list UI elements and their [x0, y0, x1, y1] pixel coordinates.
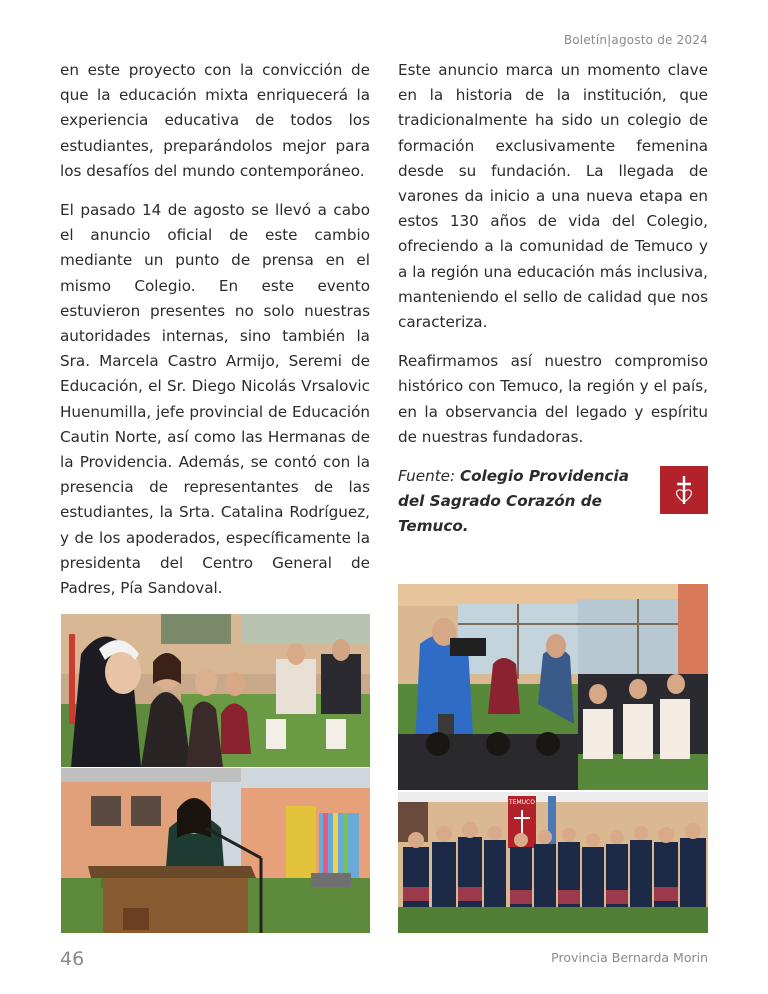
- banner-text: TEMUCO: [509, 799, 535, 806]
- cross-heart-icon: [669, 472, 699, 508]
- photo-seated-guests: [61, 614, 370, 767]
- source-block: [398, 464, 708, 540]
- paragraph: en este proyecto con la convicción de que la educación mixta enriquecerá la experiencia educativa de todos los estudiantes, preparándolos mejor para los desafíos del mundo contemporáneo.: [60, 61, 370, 180]
- photo-press-event: [398, 584, 708, 790]
- publication-name: Provincia Bernarda Morin: [551, 950, 708, 965]
- left-text-column: [60, 58, 370, 615]
- source-name: Colegio Providencia del Sagrado Corazón de Temuco.: [398, 467, 629, 536]
- page-number: 46: [60, 948, 85, 970]
- photo-student-speech: [61, 768, 370, 933]
- source-credit: [398, 464, 640, 540]
- paragraph: El pasado 14 de agosto se llevó a cabo el anuncio oficial de este cambio mediante un punto de prensa en el mismo Colegio. En este evento estuvieron presentes no solo nuestras autoridades internas, sino también la Sra. Marcela Castro Armijo, Seremi de Educación, el Sr. Diego Nicolás Vrsalovic Huenumilla, jefe provincial de Educación Cautin Norte, así como las Hermanas de la Providencia. Además, se contó con la presencia de representantes de las estudiantes, la Srta. Catalina Rodríguez, y de los apoderados, específicamente la presidenta del Centro General de Padres, Pía Sandoval.: [60, 201, 370, 598]
- right-text-column: [398, 58, 708, 554]
- paragraph: Reafirmamos así nuestro compromiso histórico con Temuco, la región y el país, en la observancia del legado y espíritu de nuestras fundadoras.: [398, 352, 708, 446]
- paragraph: Este anuncio marca un momento clave en la historia de la institución, que tradicionalmente ha sido un colegio de formación exclusivamente femenina desde su fundación. La llegada de varones da inicio a una nueva etapa en estos 130 años de vida del Colegio, ofreciendo a la comunidad de Temuco y a la región una educación más inclusiva, manteniendo el sello de calidad que nos caracteriza.: [398, 61, 708, 332]
- school-logo: [660, 466, 708, 514]
- photo-group: [398, 792, 708, 933]
- newsletter-header: Boletín|agosto de 2024: [563, 33, 708, 47]
- source-label: Fuente:: [398, 467, 456, 486]
